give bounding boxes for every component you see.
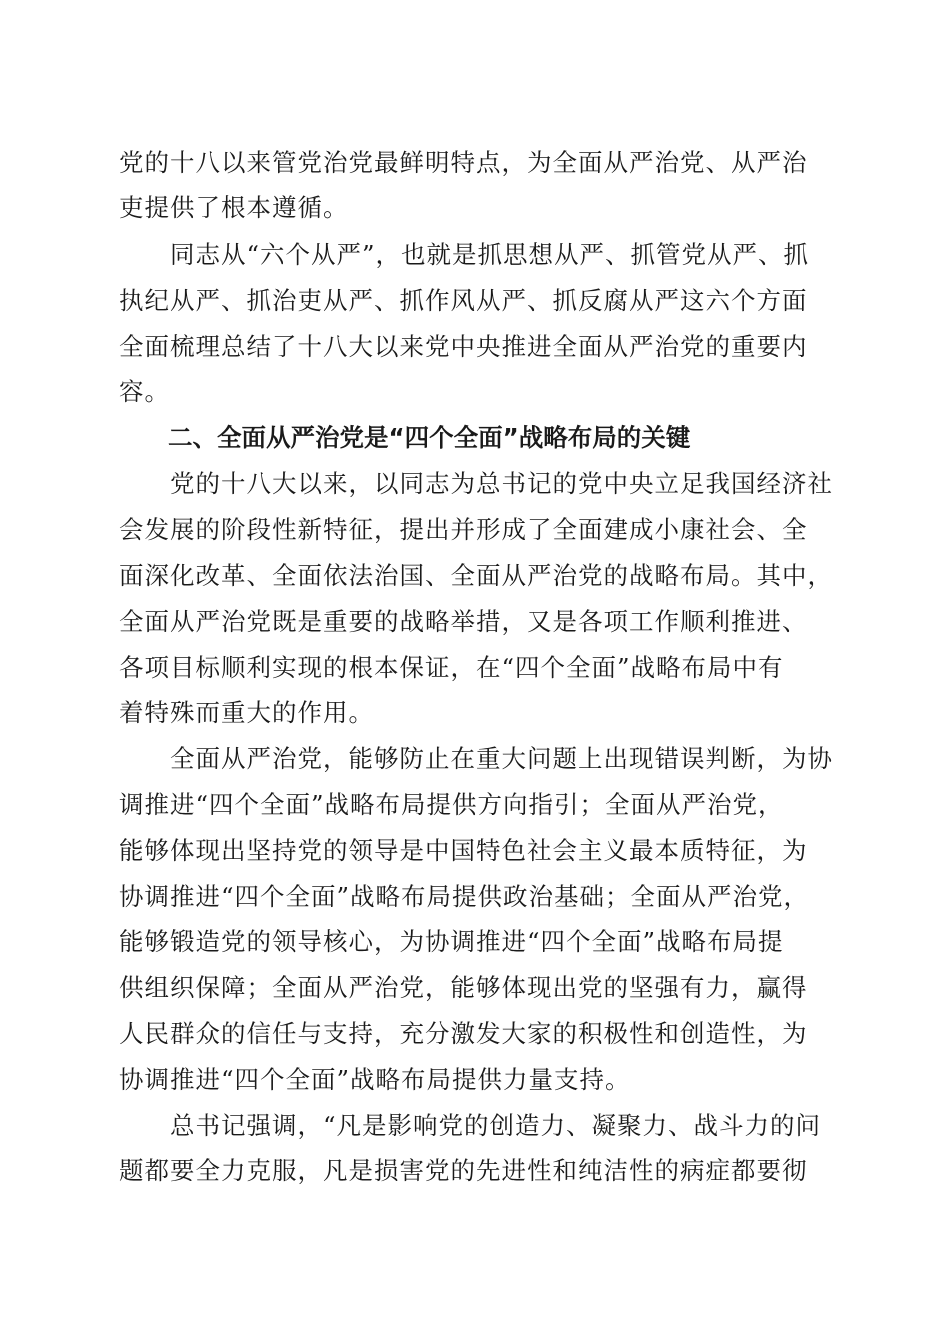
text-line: 协调推进“四个全面”战略布局提供力量支持。 [119,1065,631,1094]
text-line: 面深化改革、全面依法治国、全面从严治党的战略布局。其中， [119,561,833,590]
text-line: 吏提供了根本遵循。 [119,193,349,222]
text-line: 执纪从严、抓治吏从严、抓作风从严、抓反腐从严这六个方面 [119,286,808,315]
text-line: 能够体现出坚持党的领导是中国特色社会主义最本质特征，为 [119,836,808,865]
text-line: 会发展的阶段性新特征，提出并形成了全面建成小康社会、全 [119,515,808,544]
text-line: 人民群众的信任与支持，充分激发大家的积极性和创造性，为 [119,1019,808,1048]
text-line: 能够锻造党的领导核心，为协调推进“四个全面”战略布局提 [119,927,784,956]
text-line: 着特殊而重大的作用。 [119,698,374,727]
text-line: 党的十八大以来，以同志为总书记的党中央立足我国经济社 [119,469,833,498]
text-line: 调推进“四个全面”战略布局提供方向指引；全面从严治党， [119,790,784,819]
text-line: 全面从严治党既是重要的战略举措，又是各项工作顺利推进、 [119,607,808,636]
text-line: 各项目标顺利实现的根本保证，在“四个全面”战略布局中有 [119,653,784,682]
section-heading: 二、全面从严治党是“四个全面”战略布局的关键 [119,423,691,452]
text-line: 同志从“六个从严”，也就是抓思想从严、抓管党从严、抓 [119,240,810,269]
text-line: 容。 [119,377,170,406]
text-line: 总书记强调，“凡是影响党的创造力、凝聚力、战斗力的问 [119,1111,822,1140]
text-line: 党的十八以来管党治党最鲜明特点，为全面从严治党、从严治 [119,148,808,177]
text-line: 题都要全力克服，凡是损害党的先进性和纯洁性的病症都要彻 [119,1156,808,1185]
text-line: 供组织保障；全面从严治党，能够体现出党的坚强有力，赢得 [119,973,808,1002]
text-line: 全面梳理总结了十八大以来党中央推进全面从严治党的重要内 [119,332,808,361]
text-line: 协调推进“四个全面”战略布局提供政治基础；全面从严治党， [119,882,810,911]
text-line: 全面从严治党，能够防止在重大问题上出现错误判断，为协 [119,744,833,773]
